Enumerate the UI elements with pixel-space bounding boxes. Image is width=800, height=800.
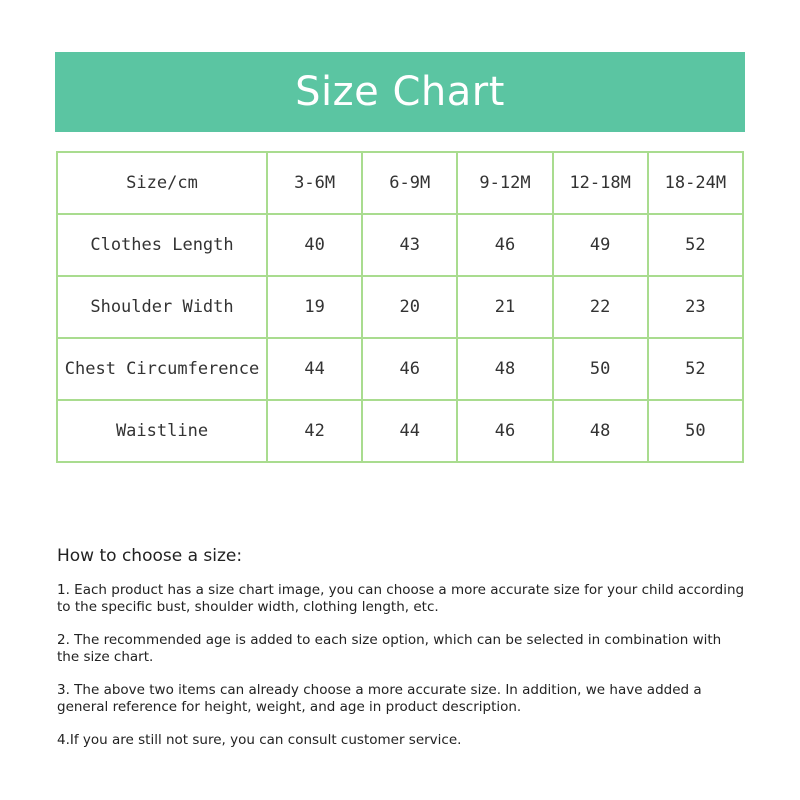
table-cell: 42 <box>267 400 362 462</box>
size-table <box>56 151 744 463</box>
row-label: Clothes Length <box>57 214 267 276</box>
table-cell: 52 <box>648 214 743 276</box>
size-chart-banner <box>55 52 745 132</box>
table-row-chest-circumference <box>57 338 743 400</box>
table-cell: 50 <box>648 400 743 462</box>
table-row-waistline <box>57 400 743 462</box>
table-cell: 52 <box>648 338 743 400</box>
guide-item: 3. The above two items can already choose a more accurate size. In addition, we have added a general reference for height, weight, and age in product description. <box>57 682 702 715</box>
guide-title: How to choose a size: <box>57 546 243 566</box>
table-cell: 44 <box>267 338 362 400</box>
table-cell: 40 <box>267 214 362 276</box>
table-cell: 46 <box>457 400 552 462</box>
row-label: Waistline <box>57 400 267 462</box>
table-cell: 19 <box>267 276 362 338</box>
table-cell: 48 <box>553 400 648 462</box>
table-cell: 50 <box>553 338 648 400</box>
row-label: Chest Circumference <box>57 338 267 400</box>
header-cell-size-unit: Size/cm <box>57 152 267 214</box>
guide-item: 2. The recommended age is added to each size option, which can be selected in combination with the size chart. <box>57 632 722 665</box>
guide-item: 1. Each product has a size chart image, you can choose a more accurate size for your child according to the specific bust, shoulder width, clothing length, etc. <box>57 582 745 615</box>
header-cell-6-9m: 6-9M <box>362 152 457 214</box>
row-label: Shoulder Width <box>57 276 267 338</box>
table-cell: 20 <box>362 276 457 338</box>
table-cell: 44 <box>362 400 457 462</box>
table-cell: 49 <box>553 214 648 276</box>
header-cell-9-12m: 9-12M <box>457 152 552 214</box>
table-cell: 23 <box>648 276 743 338</box>
table-cell: 48 <box>457 338 552 400</box>
size-guide <box>57 546 747 765</box>
table-header-row <box>57 152 743 214</box>
header-cell-18-24m: 18-24M <box>648 152 743 214</box>
table-cell: 43 <box>362 214 457 276</box>
table-row-shoulder-width <box>57 276 743 338</box>
table-cell: 46 <box>362 338 457 400</box>
table-cell: 22 <box>553 276 648 338</box>
page-title: Size Chart <box>295 69 505 115</box>
table-row-clothes-length <box>57 214 743 276</box>
header-cell-3-6m: 3-6M <box>267 152 362 214</box>
header-cell-12-18m: 12-18M <box>553 152 648 214</box>
table-cell: 46 <box>457 214 552 276</box>
table-cell: 21 <box>457 276 552 338</box>
guide-item: 4.If you are still not sure, you can consult customer service. <box>57 732 462 748</box>
